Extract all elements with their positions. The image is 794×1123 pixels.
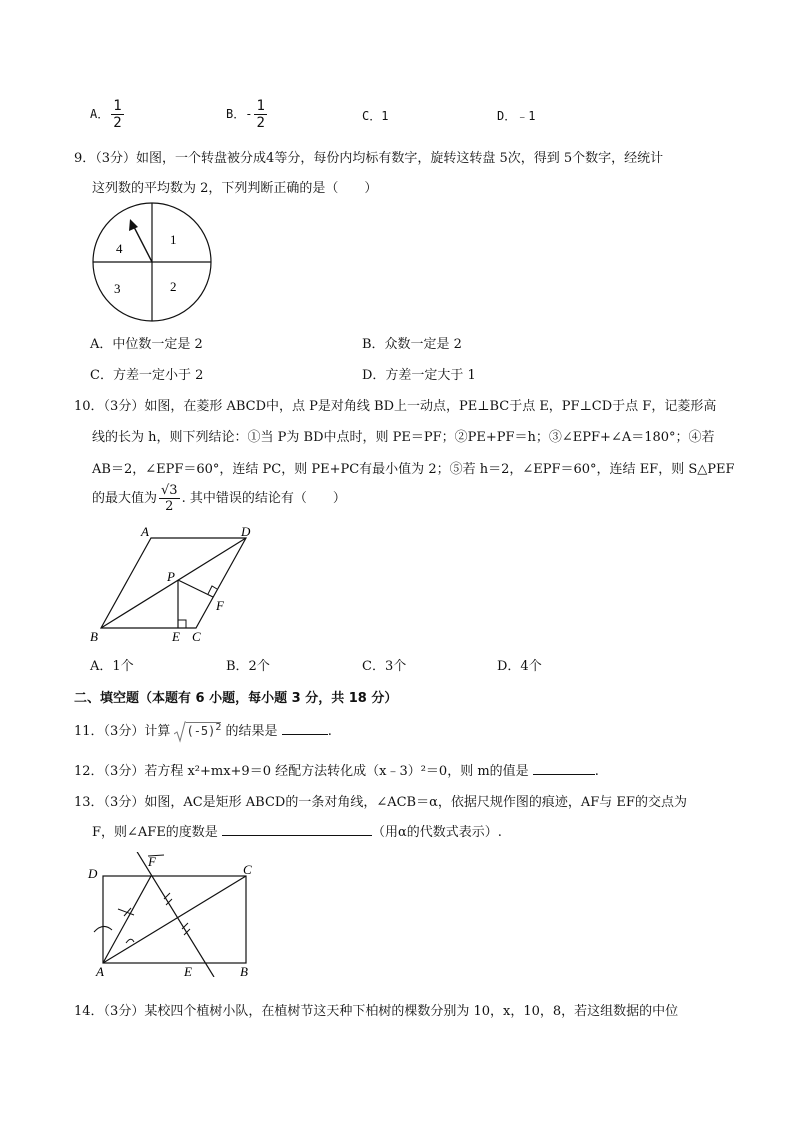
q11-stem: 11．（3分）计算 $(-5)^2$ 的结果是 .	[74, 720, 332, 743]
segment-pf	[178, 580, 213, 597]
q10-option-a: A．1个	[90, 659, 134, 674]
q10-stem-line4: 的最大值为 $\frac{√3}{2}$ . 其中错误的结论有（ ）	[92, 483, 346, 514]
q10-option-b: B．2个	[226, 659, 270, 674]
spinner-number-2: 2	[170, 279, 177, 294]
sqrt-sign	[174, 721, 186, 743]
label-e: E	[184, 964, 192, 977]
q10-stem-line3: AB＝2，∠EPF＝60°，连结 PC，则 PE+PC有最小值为 2；⑤若 h＝2，∠EPF＝60°，连结 EF，则 S△PEF	[92, 462, 735, 477]
q11-answer-blank[interactable]	[282, 722, 328, 735]
q10-option-d: D．4个	[497, 659, 542, 674]
rhombus-figure	[86, 522, 266, 648]
diagonal-ac	[103, 876, 246, 963]
q10-stem-line2: 线的长为 h，则下列结论：①当 P为 BD中点时，则 PE＝PF；②PE+PF＝h；③∠EPF+∠A＝180°；④若	[92, 430, 715, 445]
label-f: F	[148, 854, 156, 869]
q13-answer-blank[interactable]	[222, 823, 372, 836]
label-c: C	[243, 862, 252, 877]
q9-stem-line1: 9．（3分）如图，一个转盘被分成4等分，每份内均标有数字，旋转这转盘 5次，得到 5个数字，经统计	[74, 151, 664, 166]
label-b: B	[240, 964, 248, 977]
spinner-number-4: 4	[116, 241, 123, 256]
q12-answer-blank[interactable]	[533, 762, 595, 775]
q13-stem-line1: 13．（3分）如图，AC是矩形 ABCD的一条对角线，∠ACB＝α，依据尺规作图的痕迹，AF与 EF的交点为	[74, 795, 687, 810]
spinner-arrow	[133, 225, 152, 262]
q9-option-b: B．众数一定是 2	[362, 337, 462, 352]
label-a: A	[96, 964, 104, 977]
spinner-arrow-head	[129, 219, 138, 231]
q8-option-d: D．﹣1	[497, 109, 536, 123]
right-angle-mark-e	[178, 620, 186, 628]
label-d: D	[88, 866, 98, 881]
segment-af	[103, 876, 151, 963]
label-a: A	[141, 524, 149, 539]
q9-option-c: C．方差一定小于 2	[90, 368, 204, 383]
q10-stem-line1: 10．（3分）如图，在菱形 ABCD中，点 P是对角线 BD上一动点，PE⊥BC于点 E，PF⊥CD于点 F，记菱形高	[74, 399, 717, 414]
spinner-figure	[88, 200, 218, 325]
arc-mark-4	[126, 939, 134, 943]
section-fill-in-heading: 二、填空题（本题有 6 小题，每小题 3 分，共 18 分）	[74, 691, 398, 706]
q9-option-d: D．方差一定大于 1	[362, 368, 476, 383]
perpendicular-bisector-ef	[136, 852, 214, 977]
label-e: E	[172, 629, 180, 644]
q8-option-a: A． $\frac{1}{2}$	[90, 98, 122, 131]
spinner-number-1: 1	[170, 232, 177, 247]
rectangle-construction-figure	[86, 852, 261, 977]
arc-mark-6	[182, 923, 190, 935]
q8-option-b: B．- $\frac{1}{2}$	[226, 98, 265, 131]
label-c: C	[192, 629, 201, 644]
q9-stem-line2: 这列数的平均数为 2，下列判断正确的是（ ）	[92, 181, 378, 196]
sqrt-radicand: $(-5)^2$	[186, 722, 222, 738]
label-d: D	[241, 524, 251, 539]
q12-stem: 12．（3分）若方程 x²+mx+9＝0 经配方法转化成（x﹣3）²＝0，则 m的值是 .	[74, 764, 599, 779]
q13-stem-line2: F，则∠AFE的度数是 （用α的代数式表示）.	[92, 825, 502, 840]
label-b: B	[90, 629, 98, 644]
q14-stem-line1: 14．（3分）某校四个植树小队，在植树节这天种下柏树的棵数分别为 10，x，10，8，若这组数据的中位	[74, 1004, 679, 1019]
arc-mark-5	[164, 893, 172, 905]
label-f: F	[216, 598, 224, 613]
spinner-number-3: 3	[114, 281, 121, 296]
q8-option-c: C．1	[362, 109, 389, 123]
q9-option-a: A．中位数一定是 2	[90, 337, 203, 352]
label-p: P	[167, 569, 175, 584]
q10-option-c: C．3个	[362, 659, 407, 674]
